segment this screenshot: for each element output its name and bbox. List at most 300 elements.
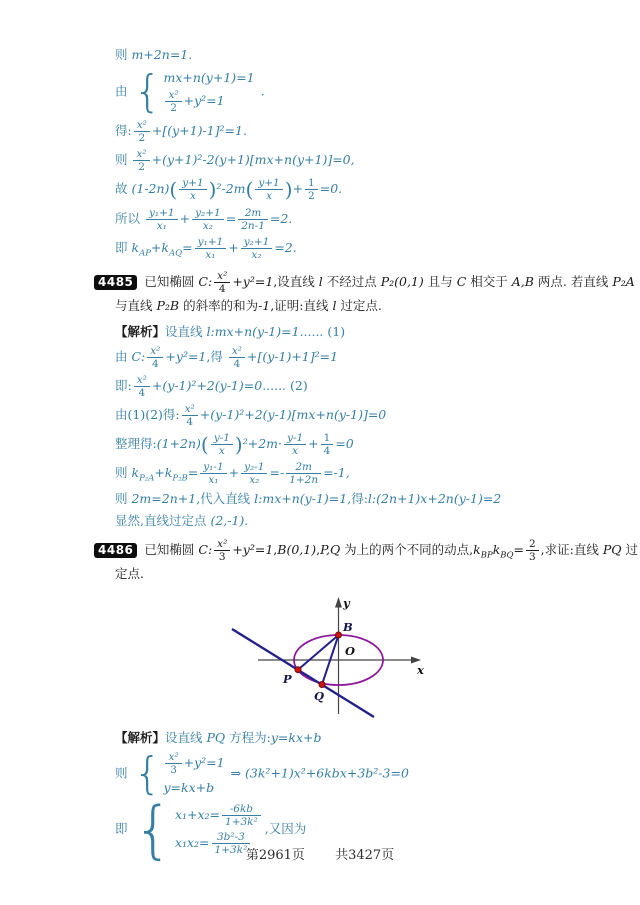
math-text: = xyxy=(513,542,524,558)
math-text: 2 xyxy=(138,132,146,145)
numerator xyxy=(165,751,181,764)
math-text: , xyxy=(273,542,278,558)
point-P xyxy=(295,666,301,672)
math-var: +y²=1 xyxy=(183,93,225,109)
math-line xyxy=(115,750,640,798)
math-text: 则 xyxy=(115,765,132,781)
math-line xyxy=(115,374,640,399)
numerator xyxy=(286,461,321,474)
math-var: 2n-1 xyxy=(241,219,265,232)
math-text: ⇒ xyxy=(226,765,246,781)
math-var: A,B xyxy=(511,273,534,289)
math-var: PQ xyxy=(206,729,226,745)
line-PQ xyxy=(232,629,374,717)
denominator xyxy=(255,190,282,202)
math-text: , xyxy=(316,542,321,558)
math-text: 即 xyxy=(115,239,132,255)
fraction xyxy=(134,374,150,399)
math-line xyxy=(115,729,640,747)
math-text: + xyxy=(228,239,239,255)
numerator xyxy=(241,236,273,249)
math-text: 由 xyxy=(115,348,132,364)
math-line xyxy=(115,323,640,341)
math-var: B(0,1) xyxy=(277,542,317,558)
denominator xyxy=(305,190,318,202)
math-var: ²+2m· xyxy=(242,436,282,452)
math-var: y₁+1 xyxy=(197,235,224,248)
math-var: y-1 xyxy=(286,432,304,444)
big-bracket: ( xyxy=(169,177,178,202)
math-var: x² xyxy=(136,148,147,161)
denominator xyxy=(214,551,230,563)
big-bracket: ) xyxy=(234,432,243,457)
math-var: y+1 xyxy=(258,177,280,190)
math-var: C: xyxy=(198,542,213,558)
math-var: P,Q xyxy=(320,542,341,558)
math-text: 显然,直线过定点 xyxy=(115,512,211,528)
denominator xyxy=(241,249,273,261)
math-var: m+2n=1. xyxy=(131,47,193,62)
math-text: + xyxy=(308,436,319,452)
math-var: -1 xyxy=(258,297,271,313)
numerator xyxy=(214,538,230,551)
page-footer xyxy=(0,844,640,863)
math-text: 2 xyxy=(170,102,177,115)
cases-row xyxy=(163,89,254,114)
math-text: 两点. 若直线 xyxy=(533,273,613,289)
math-text: ,代入直线 xyxy=(196,491,255,507)
numerator xyxy=(212,831,251,844)
math-text: + xyxy=(179,210,191,226)
math-text: 过定点. xyxy=(336,297,382,313)
math-text: 2 xyxy=(528,538,536,551)
math-text: 设直线 xyxy=(165,729,207,745)
math-var: -6kb xyxy=(229,802,254,815)
numerator xyxy=(182,403,198,416)
math-text: = xyxy=(225,210,237,226)
math-var: x₁ xyxy=(205,248,216,261)
math-var: x² xyxy=(217,269,228,282)
subscript: BQ xyxy=(500,550,514,561)
big-bracket: ) xyxy=(284,177,293,202)
fraction xyxy=(182,403,198,428)
solution-block-upper xyxy=(0,46,640,585)
numerator xyxy=(284,432,306,445)
math-var: C: xyxy=(198,273,213,289)
math-text: 则 xyxy=(115,152,132,168)
math-text: 1 xyxy=(308,177,315,190)
big-bracket: ( xyxy=(245,177,254,202)
math-var: y₂-1 xyxy=(244,461,265,474)
math-text: 且与 xyxy=(423,273,457,289)
denominator xyxy=(286,474,321,486)
numerator xyxy=(134,119,150,132)
denominator xyxy=(133,161,149,173)
math-text: 已知椭圆 xyxy=(144,542,199,558)
math-var: C xyxy=(456,273,467,289)
math-text: 设直线 xyxy=(165,324,207,340)
fraction xyxy=(284,432,306,457)
math-text: 3 xyxy=(170,764,177,777)
math-text: 由(1)(2)得: xyxy=(115,406,180,422)
math-text: 则 xyxy=(115,465,132,481)
denominator xyxy=(229,358,245,370)
math-text: 过定点. xyxy=(115,542,638,582)
denominator xyxy=(182,416,198,428)
subscript: P₂B xyxy=(172,473,188,484)
math-text: ,又因为 xyxy=(264,820,307,836)
math-var: P₂B xyxy=(156,297,180,313)
math-line xyxy=(115,119,640,144)
fraction xyxy=(286,461,321,486)
math-var: ²-2m xyxy=(216,181,246,197)
math-var: +(y+1)²-2(y+1)[mx+n(y+1)]=0, xyxy=(151,152,355,168)
figure-container xyxy=(222,592,640,725)
numerator xyxy=(200,461,226,474)
fraction xyxy=(147,345,163,370)
math-var: =-1, xyxy=(323,465,350,481)
math-var: =- xyxy=(269,465,285,481)
math-var: x xyxy=(189,190,196,203)
cases-row xyxy=(163,69,254,87)
denominator xyxy=(214,283,230,295)
problem-paragraph xyxy=(98,269,640,316)
math-text: 3 xyxy=(528,551,536,564)
math-text: 则 xyxy=(115,47,132,62)
numerator xyxy=(192,207,224,220)
analysis-label: 【解析】 xyxy=(115,324,166,340)
label-y: y xyxy=(343,595,350,610)
math-var: y₂+1 xyxy=(195,206,221,219)
numerator xyxy=(222,803,261,816)
cases-row xyxy=(175,803,263,828)
math-text: 与直线 xyxy=(115,297,157,313)
math-var: y+1 xyxy=(182,177,204,190)
math-var: 1+3k² xyxy=(225,815,258,828)
math-var: PQ xyxy=(602,542,622,558)
fraction xyxy=(133,148,149,173)
fraction xyxy=(229,345,245,370)
math-var: x² xyxy=(136,119,147,132)
math-var: k xyxy=(473,542,481,558)
point-Q xyxy=(319,681,325,687)
numerator xyxy=(165,89,181,102)
math-text: ,得 xyxy=(206,348,227,364)
numerator xyxy=(255,177,282,190)
math-text: 为上的两个不同的动点, xyxy=(340,542,474,558)
math-var: 2m=2n+1 xyxy=(131,491,197,507)
fraction xyxy=(526,538,539,563)
fraction xyxy=(214,538,230,563)
fraction xyxy=(255,177,282,202)
math-var: l xyxy=(332,297,337,313)
math-text: 2 xyxy=(138,161,145,174)
math-var: x² xyxy=(184,402,195,415)
fraction xyxy=(179,177,206,202)
math-text: + xyxy=(292,181,304,197)
denominator xyxy=(192,220,224,232)
math-var: +[(y-1)+1]²=1 xyxy=(246,348,339,364)
cases-row xyxy=(163,751,224,776)
denominator xyxy=(284,445,306,457)
label-Q: Q xyxy=(314,688,325,703)
math-var: (1+2n) xyxy=(156,436,201,452)
math-text: 4 xyxy=(138,386,146,399)
fraction xyxy=(222,803,261,828)
math-var: (1-2n) xyxy=(131,181,170,197)
math-text: = xyxy=(182,239,193,255)
math-text: 方程为: xyxy=(225,729,271,745)
denominator xyxy=(134,132,150,144)
math-var: +(y-1)²+2(y-1)=0 xyxy=(151,377,263,393)
math-var: +(y-1)²+2(y-1)[mx+n(y-1)]=0 xyxy=(199,406,387,422)
numerator xyxy=(146,207,178,220)
math-text: 2 xyxy=(308,190,315,203)
math-line xyxy=(115,65,640,117)
math-line xyxy=(115,461,640,486)
fraction xyxy=(321,432,334,457)
left-brace-icon: { xyxy=(133,748,162,800)
math-var: (3k²+1)x²+6kbx+3b²-3=0 xyxy=(245,765,409,781)
denominator xyxy=(147,358,163,370)
page-number: 第2961页 xyxy=(245,848,305,863)
math-var: k xyxy=(131,239,140,255)
denominator xyxy=(146,220,178,232)
numerator xyxy=(147,345,163,358)
math-var: (2,-1). xyxy=(210,512,249,528)
math-var: +y²=1 xyxy=(165,348,207,364)
subscript: P₂A xyxy=(139,473,155,484)
math-text: 4 xyxy=(233,357,241,370)
math-var: l:mx+n(y-1)=1 xyxy=(254,491,348,507)
math-text: ,求证:直线 xyxy=(540,542,603,558)
denominator xyxy=(165,764,181,776)
math-var: 2m xyxy=(244,206,262,219)
math-line xyxy=(115,490,640,508)
numerator xyxy=(179,177,206,190)
math-var: l xyxy=(318,273,323,289)
math-var: +y²=1 xyxy=(232,542,274,558)
analysis-label: 【解析】 xyxy=(115,729,166,745)
denominator xyxy=(179,190,206,202)
math-var: +[(y+1)-1]²=1. xyxy=(151,123,247,139)
math-text: ...... (2) xyxy=(262,377,308,393)
cases-group xyxy=(133,748,225,800)
math-var: y=kx+b xyxy=(163,780,215,796)
numerator xyxy=(321,432,334,445)
math-var: =2. xyxy=(269,210,293,226)
subscript: AQ xyxy=(168,248,183,259)
numerator xyxy=(195,236,227,249)
problem-number-badge: 4485 xyxy=(94,275,137,290)
math-var: l:(2n+1)x+2n(y-1)=2 xyxy=(367,491,502,507)
math-var: +k xyxy=(154,465,173,481)
math-var: x² xyxy=(168,751,179,764)
math-var: x² xyxy=(136,373,147,386)
math-text: 所以 xyxy=(115,210,144,226)
fraction xyxy=(214,270,230,295)
numerator xyxy=(134,374,150,387)
math-var: x₁ xyxy=(208,474,219,487)
math-text: + xyxy=(228,465,240,481)
math-var: =0 xyxy=(335,436,354,452)
numerator xyxy=(229,345,245,358)
math-var: y=kx+b xyxy=(270,729,322,745)
fraction xyxy=(241,461,267,486)
math-var: y₂+1 xyxy=(243,235,270,248)
math-text: 故 xyxy=(115,181,132,197)
point-B xyxy=(336,632,342,638)
math-var: x₁x₂= xyxy=(174,834,210,850)
math-text: ,设直线 xyxy=(273,273,319,289)
numerator xyxy=(211,432,233,445)
math-text: ,得: xyxy=(347,491,368,507)
math-text: ...... (1) xyxy=(299,324,346,340)
math-var: +k xyxy=(150,239,169,255)
math-line xyxy=(115,46,640,64)
math-var: P₂(0,1) xyxy=(380,273,424,289)
math-var: x xyxy=(292,445,299,458)
math-var: x₂ xyxy=(202,219,213,232)
fraction xyxy=(241,236,273,261)
denominator xyxy=(222,816,261,828)
fraction xyxy=(238,207,268,232)
math-var: k xyxy=(131,465,140,481)
numerator xyxy=(238,207,268,220)
math-var: y₁-1 xyxy=(203,461,224,474)
fraction xyxy=(305,177,318,202)
fraction xyxy=(165,751,181,776)
math-text: 相交于 xyxy=(466,273,512,289)
fraction xyxy=(165,89,181,114)
label-B: B xyxy=(343,619,353,634)
math-text: 1 xyxy=(323,432,331,444)
math-line xyxy=(115,177,640,202)
math-var: x² xyxy=(150,344,161,357)
left-brace-icon: { xyxy=(133,792,173,866)
cases-rows xyxy=(163,751,224,797)
math-line xyxy=(115,512,640,530)
math-var: 1+3k² xyxy=(214,843,248,856)
denominator xyxy=(238,220,268,232)
numerator xyxy=(214,270,230,283)
math-var: 3b²-3 xyxy=(216,830,245,843)
math-var: =2. xyxy=(274,239,297,255)
math-text: 4 xyxy=(151,357,159,370)
problem-paragraph xyxy=(98,538,640,584)
math-var: x² xyxy=(231,344,242,357)
math-text: 整理得: xyxy=(115,436,157,452)
denominator xyxy=(526,551,539,563)
math-line xyxy=(115,432,640,457)
math-line xyxy=(115,207,640,232)
math-text: 得: xyxy=(115,123,132,139)
subscript: BP xyxy=(480,550,493,561)
denominator xyxy=(211,445,233,457)
math-text: = xyxy=(187,465,199,481)
math-text: 3 xyxy=(218,551,226,564)
numerator xyxy=(133,148,149,161)
math-var: x₂ xyxy=(249,474,260,487)
math-text: ,证明:直线 xyxy=(270,297,333,313)
cases-group xyxy=(133,65,255,117)
math-text: 不经过点 xyxy=(322,273,381,289)
fraction xyxy=(192,207,224,232)
label-x: x xyxy=(417,662,424,677)
math-var: x xyxy=(218,445,225,458)
fraction xyxy=(211,432,233,457)
math-text: 已知椭圆 xyxy=(144,273,199,289)
big-bracket: ) xyxy=(208,177,217,202)
math-text: 的斜率的和为 xyxy=(179,297,259,313)
math-line xyxy=(115,403,640,428)
math-text: 即 xyxy=(115,820,132,836)
math-line xyxy=(115,345,640,370)
fraction xyxy=(200,461,226,486)
math-var: C: xyxy=(131,348,146,364)
math-var: +y²=1 xyxy=(183,755,225,771)
denominator xyxy=(321,445,334,457)
denominator xyxy=(165,102,181,114)
math-text: 4 xyxy=(323,445,331,458)
math-var: x₂ xyxy=(251,248,262,261)
math-var: 2m xyxy=(295,461,312,474)
left-brace-icon: { xyxy=(133,65,162,117)
big-bracket: ( xyxy=(200,432,209,457)
fraction xyxy=(134,119,150,144)
math-var: 1+2n xyxy=(289,474,319,487)
math-var: =0. xyxy=(319,181,343,197)
math-var: x² xyxy=(168,89,179,101)
math-var: y₁+1 xyxy=(148,206,175,219)
math-var: x² xyxy=(217,538,228,551)
math-text: 4 xyxy=(218,282,226,295)
math-var: l:mx+n(y-1)=1 xyxy=(206,324,300,340)
math-var: mx+n(y+1)=1 xyxy=(163,69,255,85)
numerator xyxy=(305,177,318,190)
denominator xyxy=(241,474,267,486)
page-total: 共3427页 xyxy=(335,848,395,863)
math-var: k xyxy=(492,542,501,558)
math-line xyxy=(115,236,640,261)
numerator xyxy=(241,461,267,474)
problem-number-badge: 4486 xyxy=(94,543,137,558)
math-var: P₂A xyxy=(612,273,635,289)
math-var: y-1 xyxy=(213,432,230,444)
math-var: x xyxy=(266,190,272,203)
label-O: O xyxy=(345,643,356,658)
denominator xyxy=(200,474,226,486)
y-axis-arrow-icon xyxy=(335,597,342,608)
cases-rows xyxy=(163,69,254,115)
subscript: AP xyxy=(139,248,151,259)
math-text: 即: xyxy=(115,377,132,393)
math-text: 4 xyxy=(186,415,194,428)
denominator xyxy=(195,249,227,261)
fraction xyxy=(195,236,227,261)
math-line xyxy=(115,148,640,173)
denominator xyxy=(134,387,150,399)
label-P: P xyxy=(283,671,292,686)
fraction xyxy=(146,207,178,232)
math-text: . xyxy=(256,82,265,98)
ellipse-diagram xyxy=(222,592,472,722)
math-var: x₁ xyxy=(156,219,167,232)
solution-block-lower xyxy=(0,729,640,866)
numerator xyxy=(526,538,539,551)
math-var: x₁+x₂= xyxy=(174,806,221,822)
math-text: 由 xyxy=(115,82,132,98)
